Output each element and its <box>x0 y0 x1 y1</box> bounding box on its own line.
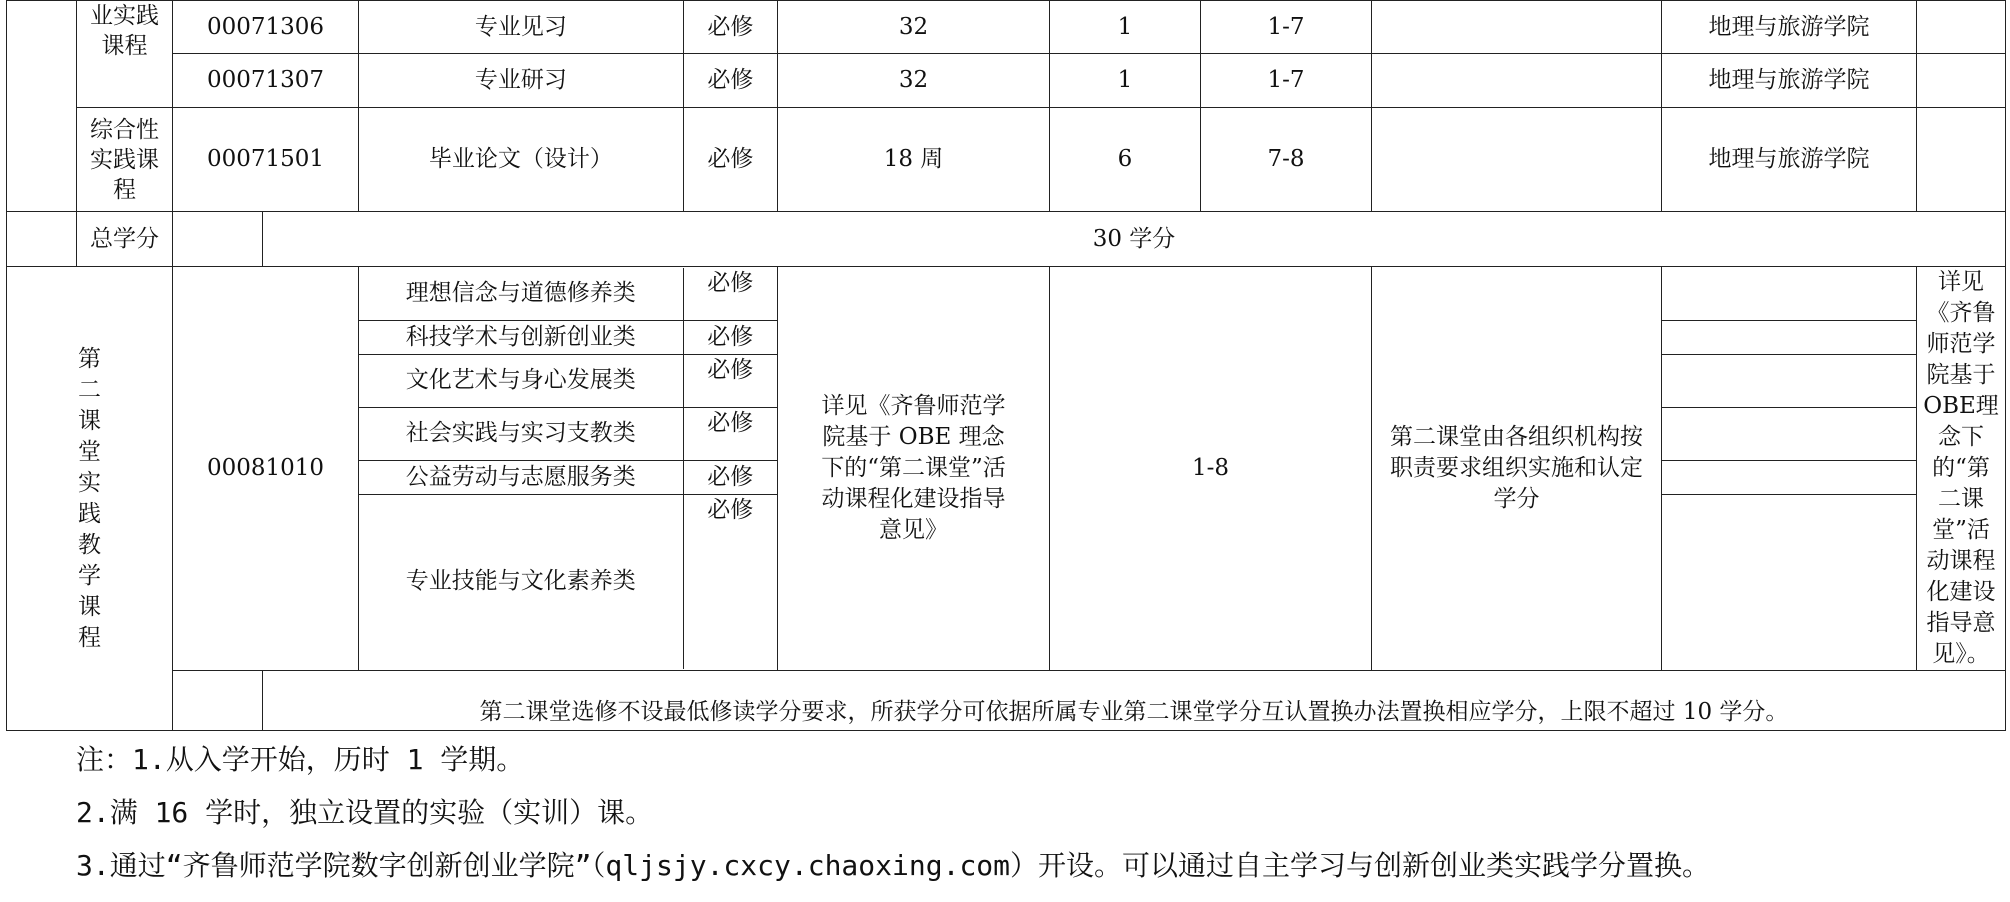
note-3: 3.通过“齐鲁师范学院数字创新创业学院”（qljsjy.cxcy.chaoxing.com）开设。可以通过自主学习与创新创业类实践学分置换。 <box>76 849 1711 882</box>
list-item <box>359 407 777 460</box>
second-classroom-code: 00081010 <box>173 267 359 671</box>
course-name: 毕业论文（设计） <box>359 108 684 212</box>
course-credits: 1 <box>1050 1 1201 54</box>
table-row <box>7 1 2006 54</box>
item-type: 必修 <box>683 407 777 460</box>
course-hours: 32 <box>778 54 1050 108</box>
total-label: 总学分 <box>77 212 173 267</box>
course-table <box>6 0 2006 731</box>
course-college: 地理与旅游学院 <box>1662 1 1917 54</box>
course-semester: 7-8 <box>1201 108 1372 212</box>
category-cell: 业实践课程 <box>77 1 173 108</box>
course-extra <box>1917 1 2006 54</box>
second-classroom-semester: 1-8 <box>1050 267 1372 671</box>
course-college: 地理与旅游学院 <box>1662 108 1917 212</box>
item-type: 必修 <box>683 494 777 669</box>
course-code: 00071501 <box>173 108 359 212</box>
course-code: 00071306 <box>173 1 359 54</box>
course-credits: 1 <box>1050 54 1201 108</box>
list-item <box>359 320 777 354</box>
course-extra <box>1917 108 2006 212</box>
table-row <box>7 54 2006 108</box>
item-name: 理想信念与道德修养类 <box>359 268 683 320</box>
list-item <box>359 268 777 320</box>
note-2: 2.满 16 学时，独立设置的实验（实训）课。 <box>76 796 654 829</box>
list-item <box>359 460 777 494</box>
course-remark <box>1372 108 1662 212</box>
item-name: 公益劳动与志愿服务类 <box>359 460 683 494</box>
item-name: 科技学术与创新创业类 <box>359 320 683 354</box>
category-cell: 综合性实践课程 <box>77 108 173 212</box>
item-type: 必修 <box>683 354 777 407</box>
item-name: 专业技能与文化素养类 <box>405 568 636 595</box>
course-hours: 32 <box>778 1 1050 54</box>
second-classroom-extra: 详见《齐鲁师范学院基于OBE理念下的“第二课堂”活动课程化建设指导意见》。 <box>1917 267 2006 671</box>
course-remark <box>1372 54 1662 108</box>
item-name: 文化艺术与身心发展类 <box>359 354 683 407</box>
course-semester: 1-7 <box>1201 54 1372 108</box>
course-name: 专业见习 <box>359 1 684 54</box>
category-outer-cell <box>7 1 77 212</box>
total-row <box>7 212 2006 267</box>
list-item <box>359 354 777 407</box>
course-type: 必修 <box>683 54 777 108</box>
footer-blank <box>173 671 263 731</box>
second-classroom-college <box>1662 267 1917 671</box>
second-classroom-footer: 第二课堂选修不设最低修读学分要求，所获学分可依据所属专业第二课堂学分互认置换办法置换相应学分，上限不超过 10 学分。 <box>263 671 2006 731</box>
second-classroom-hours: 详见《齐鲁师范学院基于 OBE 理念下的“第二课堂”活动课程化建设指导意见》 <box>778 267 1050 671</box>
list-item <box>359 494 777 669</box>
item-name: 社会实践与实习支教类 <box>359 407 683 460</box>
total-blank <box>173 212 263 267</box>
item-type: 必修 <box>683 268 777 320</box>
total-blank <box>7 212 77 267</box>
course-type: 必修 <box>683 108 777 212</box>
second-classroom-remark: 第二课堂由各组织机构按职责要求组织实施和认定学分 <box>1372 267 1662 671</box>
course-code: 00071307 <box>173 54 359 108</box>
course-extra <box>1917 54 2006 108</box>
course-semester: 1-7 <box>1201 1 1372 54</box>
course-credits: 6 <box>1050 108 1201 212</box>
course-type: 必修 <box>683 1 777 54</box>
course-hours: 18 周 <box>778 108 1050 212</box>
second-classroom-items <box>359 267 778 671</box>
item-type: 必修 <box>683 320 777 354</box>
second-classroom-footer-row <box>7 671 2006 731</box>
item-type: 必修 <box>683 460 777 494</box>
note-1: 注：1.从入学开始，历时 1 学期。 <box>76 743 525 776</box>
second-classroom-category: 第二课堂实践教学课程 <box>7 267 173 731</box>
course-college: 地理与旅游学院 <box>1662 54 1917 108</box>
total-value: 30 学分 <box>263 212 2006 267</box>
course-name: 专业研习 <box>359 54 684 108</box>
table-row <box>7 108 2006 212</box>
second-classroom-row <box>7 267 2006 671</box>
course-remark <box>1372 1 1662 54</box>
